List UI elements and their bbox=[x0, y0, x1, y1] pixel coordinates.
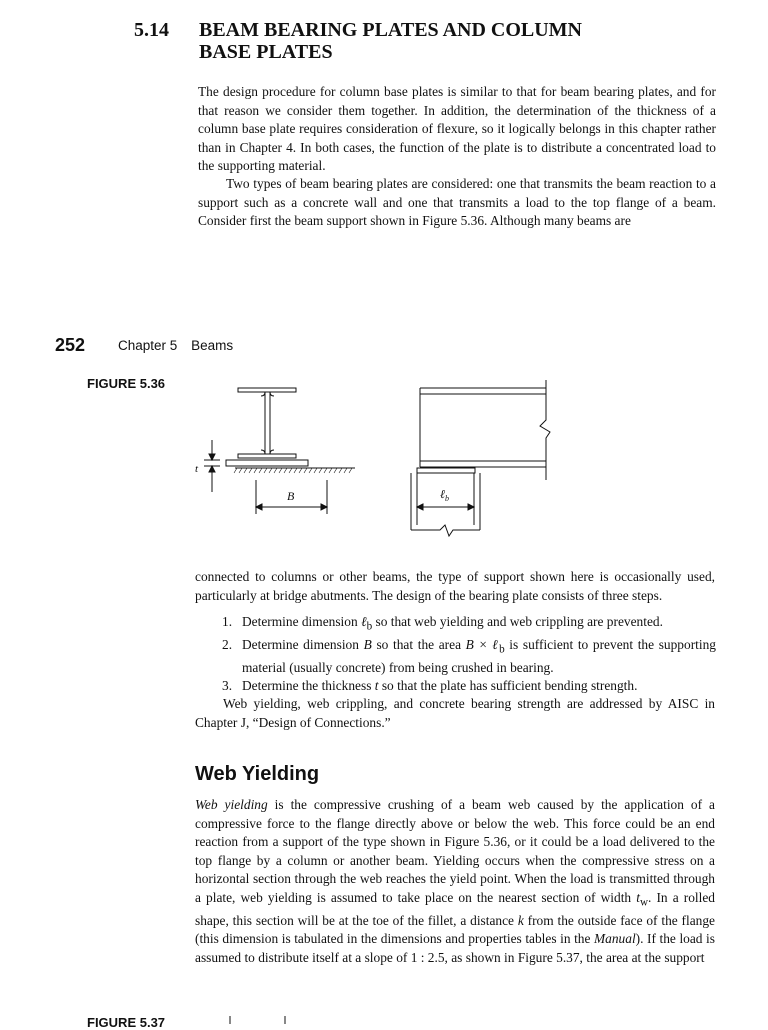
step-text: Determine dimension bbox=[242, 614, 361, 629]
section-title-line2: BASE PLATES bbox=[199, 41, 333, 63]
dim-lb-symbol: ℓ bbox=[440, 487, 445, 501]
dim-b-label: B bbox=[287, 489, 295, 503]
subsection-heading: Web Yielding bbox=[195, 763, 320, 785]
list-item bbox=[222, 677, 716, 695]
web-yielding-paragraph bbox=[195, 796, 715, 967]
var-sub: w bbox=[639, 896, 649, 909]
design-steps-list bbox=[222, 613, 716, 696]
step-number: 1. bbox=[222, 614, 233, 629]
bearing-plate-figure bbox=[190, 380, 570, 540]
step-text: so that the area bbox=[371, 636, 466, 652]
step-text: is sufficient to prevent the supporting material (usually concrete) from being crushed in bearing. bbox=[242, 636, 716, 675]
bearing-plate-right bbox=[417, 468, 475, 473]
step-text: Determine dimension bbox=[242, 636, 364, 652]
page-number: 252 bbox=[55, 335, 86, 355]
chapter-label: Chapter 5 bbox=[118, 338, 178, 353]
term: Web yielding bbox=[195, 797, 268, 812]
i-beam-section bbox=[238, 388, 296, 458]
step-number: 3. bbox=[222, 678, 233, 694]
section-title bbox=[199, 19, 719, 63]
chapter-title: Beams bbox=[191, 338, 234, 353]
body-paragraph-4: Web yielding, web crippling, and concrete bearing strength are addressed by AISC in Chapter J, “Design of Connections.” bbox=[195, 696, 715, 730]
step-var: ℓ bbox=[361, 614, 367, 629]
text-run: ). If the load is assumed to distribute itself at a slope of 1 : 2.5, as shown in Figure 5.37, the area at the support bbox=[195, 931, 715, 965]
section-number: 5.14 bbox=[134, 19, 169, 41]
step-var: B bbox=[363, 636, 372, 652]
step-text: so that the plate has sufficient bending strength. bbox=[378, 678, 638, 694]
bearing-plate-left bbox=[226, 460, 308, 466]
list-item bbox=[222, 636, 716, 677]
dim-lb-subscript: b bbox=[445, 494, 449, 503]
section-title-line1: BEAM BEARING PLATES AND COLUMN bbox=[199, 19, 582, 41]
step-text: Determine the thickness bbox=[242, 678, 375, 694]
step-var: t bbox=[374, 678, 379, 694]
dim-t-label: t bbox=[195, 463, 199, 475]
var-k: k bbox=[517, 912, 524, 928]
intro-paragraph-1: The design procedure for column base plates is similar to that for beam bearing plates, and for that reason we consider them together. In addition, the determination of the thickness of a column base plate requires consideration of flexure, so it logically belongs in this chapter rather than in Chapter 4. In both cases, the function of the plate is to distribute a concentrated load to the supporting material. bbox=[198, 84, 716, 173]
figure-label-2: FIGURE 5.37 bbox=[87, 1015, 166, 1030]
step-sub: b bbox=[366, 620, 373, 633]
beam-elevation bbox=[420, 380, 550, 480]
step-number: 2. bbox=[222, 636, 233, 652]
figure-label: FIGURE 5.36 bbox=[87, 376, 166, 391]
step-text: so that web yielding and web crippling are prevented. bbox=[372, 614, 663, 629]
step-var: B × ℓ bbox=[465, 636, 500, 652]
figure-5-37-partial bbox=[225, 1014, 295, 1024]
list-item bbox=[222, 613, 716, 636]
body-paragraph-3: connected to columns or other beams, the type of support shown here is occasionally used, particularly at bridge abutments. The design of the bearing plate consists of three steps. bbox=[195, 569, 715, 603]
dim-lb-label bbox=[440, 487, 449, 503]
text-run: from the outside face of the flange (this dimension is tabulated in the dimensions and properties tables in the bbox=[195, 912, 715, 947]
manual-title: Manual bbox=[594, 931, 636, 947]
running-head bbox=[118, 338, 243, 353]
text-run: . In a rolled shape, this section will be at the toe of the fillet, a distance bbox=[195, 889, 715, 928]
intro-paragraph-2: Two types of beam bearing plates are considered: one that transmits the beam reaction to a support such as a concrete wall and one that transmits a load to the top flange of a beam. Consider first the beam support shown in Figure 5.36. Although many beams are bbox=[198, 176, 716, 228]
var-t: t bbox=[636, 889, 640, 905]
text-run: is the compressive crushing of a beam web caused by the application of a compressive force to the flange directly above or below the web. This force could be an end reaction from a support of the type shown in Figure 5.36, or it could be a load delivered to the top flange by a column or another beam. Yielding occurs when the compressive stress on a horizontal section through the web reaches the yield point. When the load is transmitted through a plate, web yielding is assumed to take place on the nearest section of width bbox=[195, 797, 715, 905]
step-sub: b bbox=[499, 643, 505, 656]
